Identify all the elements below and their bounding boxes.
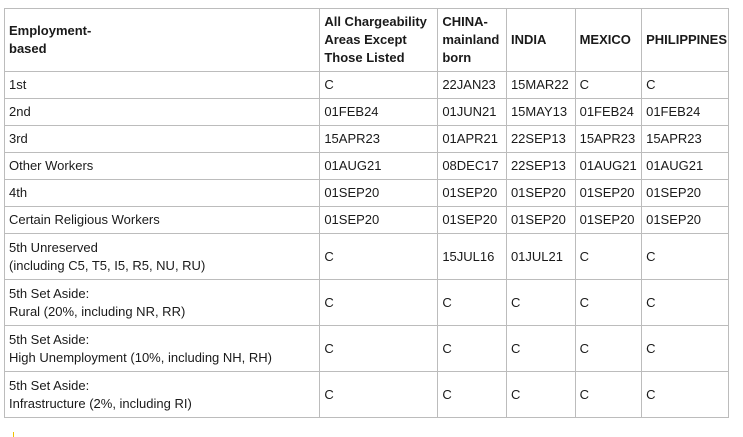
row-category: 4th bbox=[5, 180, 320, 207]
cell-philippines: C bbox=[642, 326, 729, 372]
cell-mexico: C bbox=[575, 372, 642, 418]
row-category: 2nd bbox=[5, 99, 320, 126]
cell-china: 01SEP20 bbox=[438, 180, 507, 207]
row-category: 3rd bbox=[5, 126, 320, 153]
cell-india: 15MAR22 bbox=[506, 72, 575, 99]
cell-philippines: C bbox=[642, 372, 729, 418]
cell-china: 01SEP20 bbox=[438, 207, 507, 234]
header-china: CHINA- mainland born bbox=[438, 9, 507, 72]
cell-india: 01SEP20 bbox=[506, 207, 575, 234]
cell-philippines: 01SEP20 bbox=[642, 180, 729, 207]
cell-all-chargeability: C bbox=[320, 280, 438, 326]
text-cursor-marker bbox=[13, 432, 14, 437]
row-category: 5th Set Aside: Infrastructure (2%, including RI) bbox=[5, 372, 320, 418]
cell-philippines: 01SEP20 bbox=[642, 207, 729, 234]
table-row bbox=[5, 153, 729, 180]
table-row bbox=[5, 180, 729, 207]
cell-india: 22SEP13 bbox=[506, 126, 575, 153]
cell-all-chargeability: 01SEP20 bbox=[320, 180, 438, 207]
cell-mexico: 01FEB24 bbox=[575, 99, 642, 126]
cell-philippines: C bbox=[642, 72, 729, 99]
cell-china: 22JAN23 bbox=[438, 72, 507, 99]
cell-all-chargeability: 01FEB24 bbox=[320, 99, 438, 126]
row-category: Other Workers bbox=[5, 153, 320, 180]
cell-mexico: C bbox=[575, 280, 642, 326]
table-row bbox=[5, 126, 729, 153]
table-row bbox=[5, 234, 729, 280]
cell-philippines: C bbox=[642, 280, 729, 326]
header-mexico: MEXICO bbox=[575, 9, 642, 72]
cell-china: C bbox=[438, 280, 507, 326]
cell-china: C bbox=[438, 326, 507, 372]
table-row bbox=[5, 72, 729, 99]
cell-india: C bbox=[506, 326, 575, 372]
cell-mexico: C bbox=[575, 234, 642, 280]
cell-all-chargeability: 15APR23 bbox=[320, 126, 438, 153]
header-india: INDIA bbox=[506, 9, 575, 72]
header-all-chargeability: All Chargeability Areas Except Those Listed bbox=[320, 9, 438, 72]
table-row bbox=[5, 99, 729, 126]
cell-china: 01APR21 bbox=[438, 126, 507, 153]
table-row bbox=[5, 372, 729, 418]
row-category: 5th Set Aside: Rural (20%, including NR, RR) bbox=[5, 280, 320, 326]
header-employment-based: Employment- based bbox=[5, 9, 320, 72]
table-header-row bbox=[5, 9, 729, 72]
cell-all-chargeability: 01AUG21 bbox=[320, 153, 438, 180]
cell-mexico: 01AUG21 bbox=[575, 153, 642, 180]
header-philippines: PHILIPPINES bbox=[642, 9, 729, 72]
cell-china: 01JUN21 bbox=[438, 99, 507, 126]
cell-china: 08DEC17 bbox=[438, 153, 507, 180]
cell-india: 01JUL21 bbox=[506, 234, 575, 280]
cell-all-chargeability: C bbox=[320, 326, 438, 372]
cell-all-chargeability: C bbox=[320, 234, 438, 280]
row-category: 5th Set Aside: High Unemployment (10%, including NH, RH) bbox=[5, 326, 320, 372]
cell-philippines: 01AUG21 bbox=[642, 153, 729, 180]
cell-mexico: 15APR23 bbox=[575, 126, 642, 153]
cell-mexico: C bbox=[575, 326, 642, 372]
cell-china: C bbox=[438, 372, 507, 418]
cell-all-chargeability: 01SEP20 bbox=[320, 207, 438, 234]
cell-india: 01SEP20 bbox=[506, 180, 575, 207]
cell-mexico: 01SEP20 bbox=[575, 180, 642, 207]
cell-philippines: 15APR23 bbox=[642, 126, 729, 153]
cell-mexico: 01SEP20 bbox=[575, 207, 642, 234]
cell-india: 22SEP13 bbox=[506, 153, 575, 180]
visa-bulletin-table bbox=[4, 8, 729, 418]
cell-mexico: C bbox=[575, 72, 642, 99]
cell-all-chargeability: C bbox=[320, 372, 438, 418]
table-row bbox=[5, 207, 729, 234]
cell-india: C bbox=[506, 372, 575, 418]
cell-india: 15MAY13 bbox=[506, 99, 575, 126]
table-row bbox=[5, 280, 729, 326]
row-category: 1st bbox=[5, 72, 320, 99]
row-category: 5th Unreserved (including C5, T5, I5, R5, NU, RU) bbox=[5, 234, 320, 280]
visa-bulletin-table-container bbox=[4, 8, 729, 418]
cell-philippines: C bbox=[642, 234, 729, 280]
cell-china: 15JUL16 bbox=[438, 234, 507, 280]
cell-philippines: 01FEB24 bbox=[642, 99, 729, 126]
row-category: Certain Religious Workers bbox=[5, 207, 320, 234]
cell-all-chargeability: C bbox=[320, 72, 438, 99]
cell-india: C bbox=[506, 280, 575, 326]
table-row bbox=[5, 326, 729, 372]
